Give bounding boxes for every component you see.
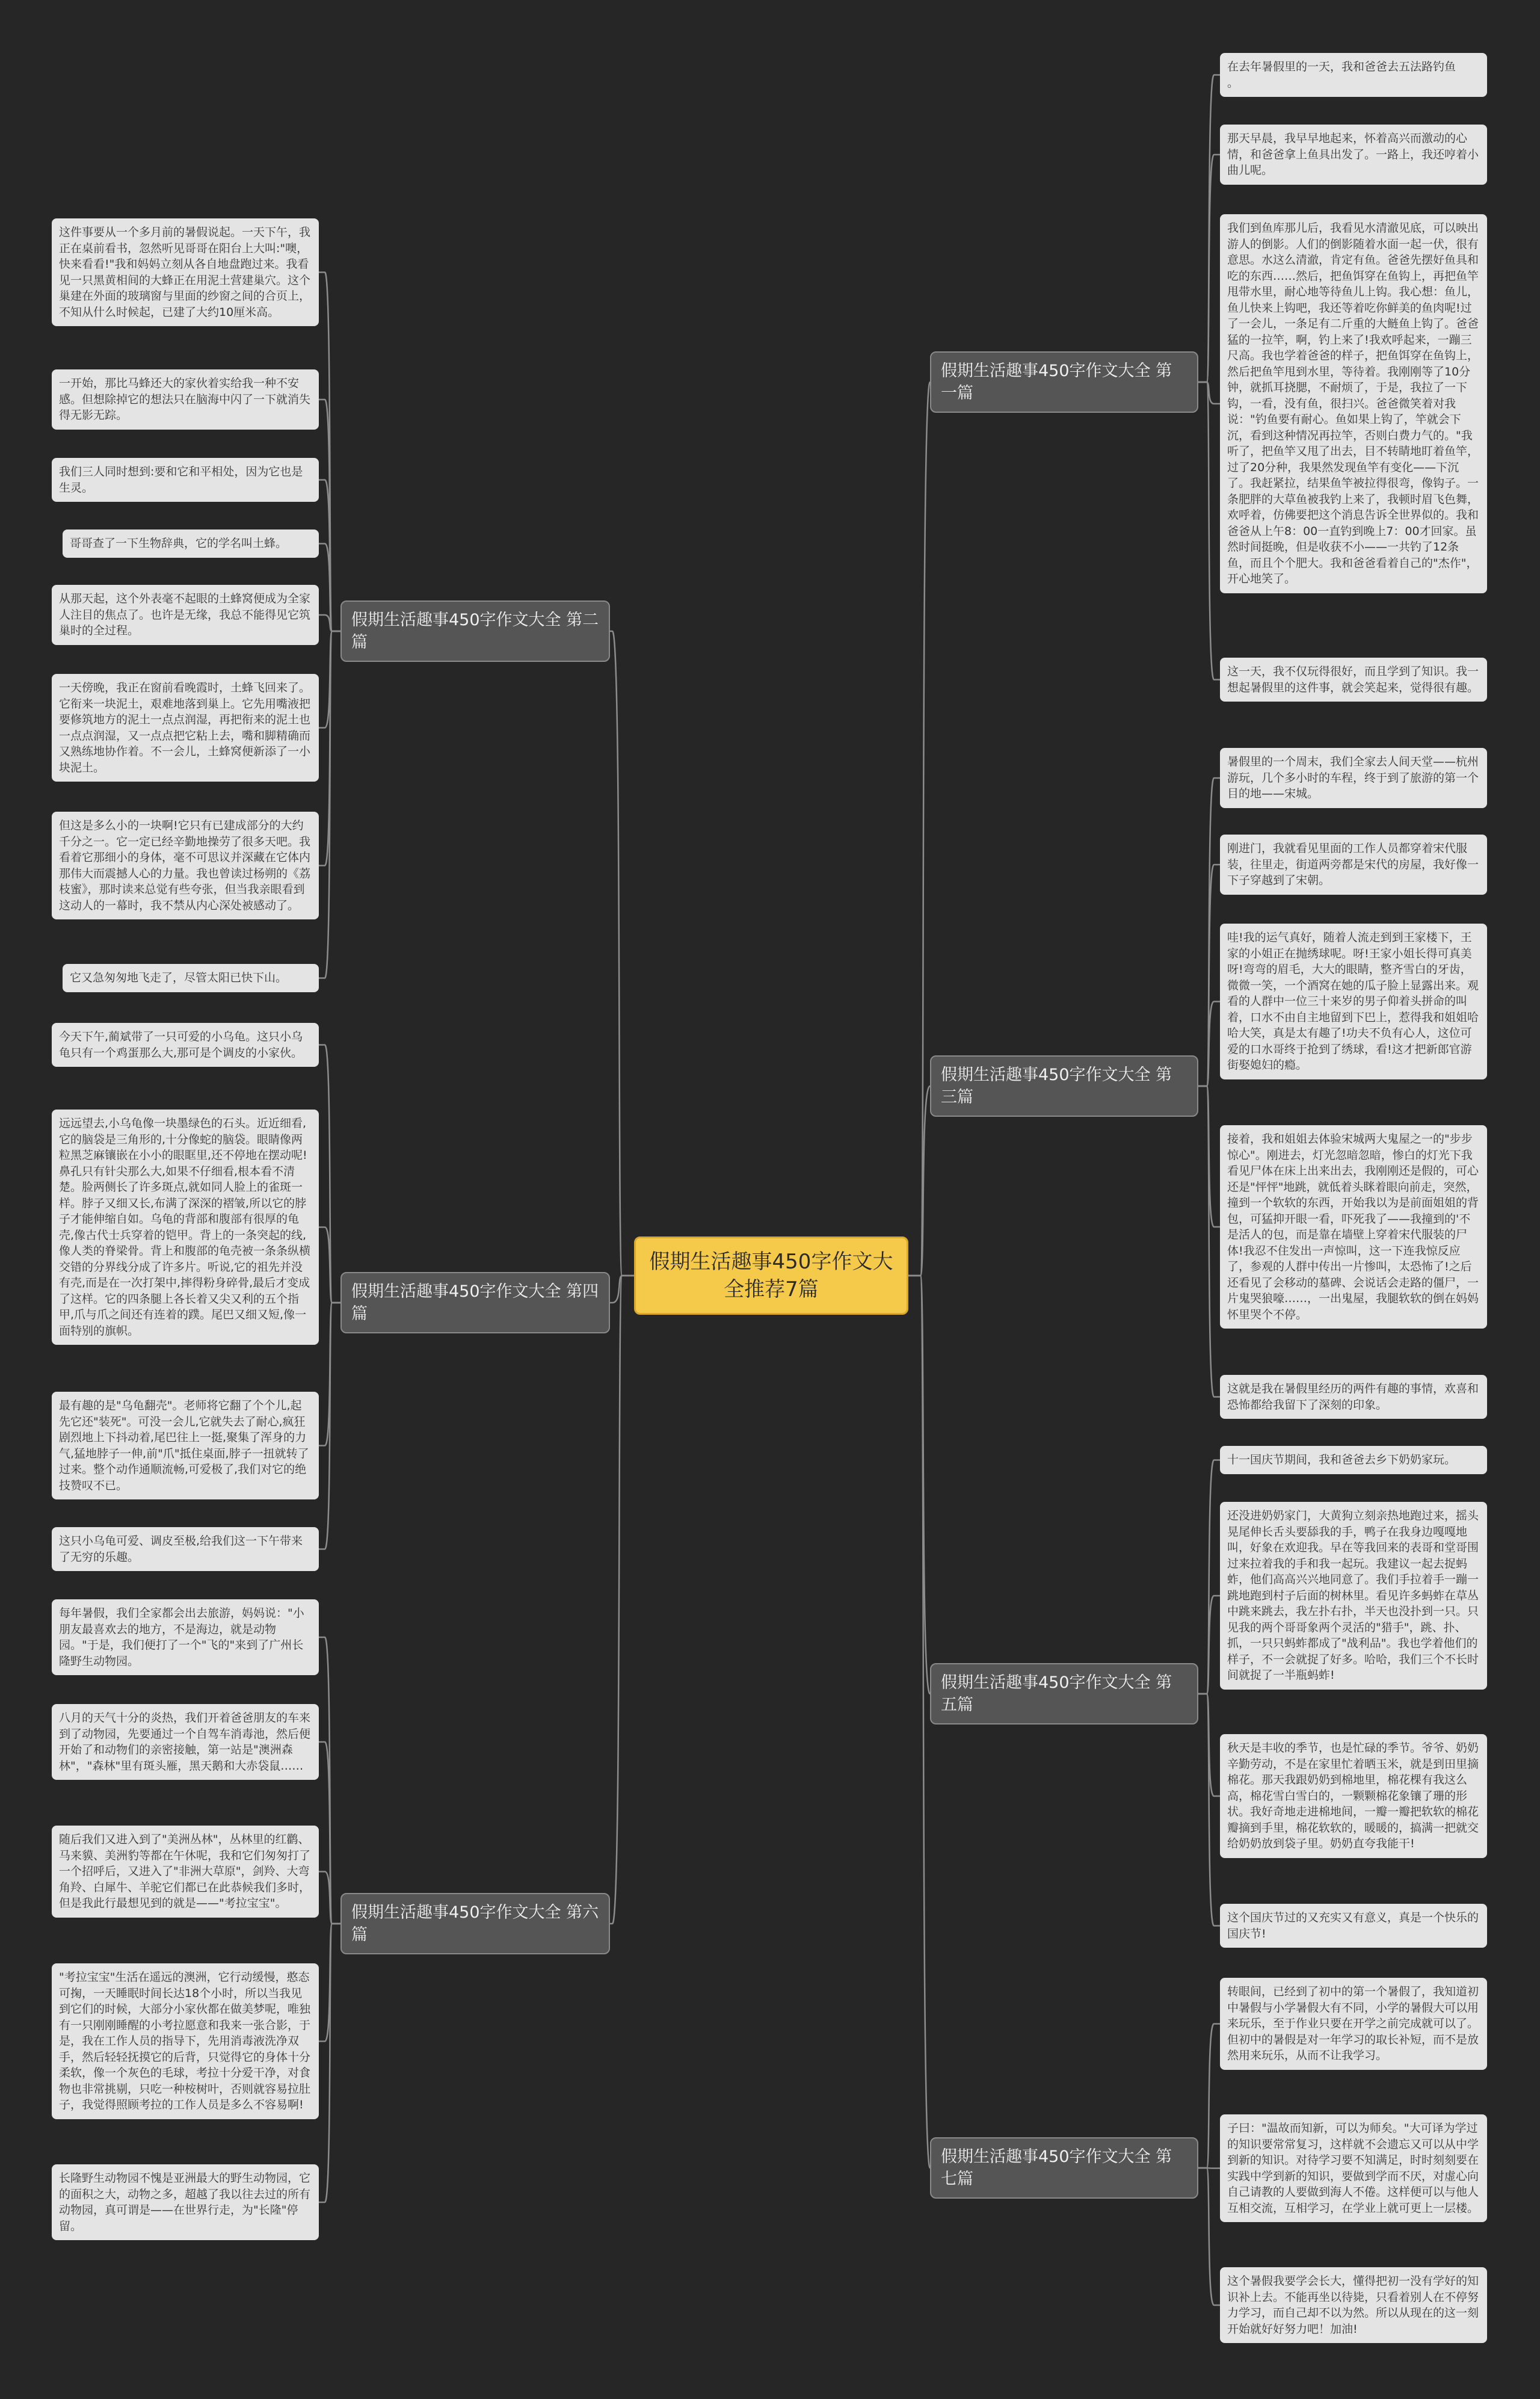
branch-topic-label: 假期生活趣事450字作文大全 第五篇: [941, 1673, 1172, 1714]
connector-line: [610, 1276, 634, 1924]
connector-line: [1198, 382, 1220, 404]
leaf-note: 我们到鱼库那儿后，我看见水清澈见底，可以映出游人的倒影。人们的倒影随着水面一起一伏，很有意思。水这么清澈，肯定有鱼。爸爸先摆好鱼具和吃的东西……然后，把鱼饵穿在鱼钩上，再把鱼竿甩带水里，耐心地等待鱼儿上钩。我心想：鱼儿，鱼儿快来上钩吧，我还等着吃你鲜美的鱼肉呢!过了一会儿，一条足有二斤重的大鲢鱼上钩了。爸爸猛的一拉竿，啊，钓上来了!我欢呼起来，一蹦三尺高。我也学着爸爸的样子，把鱼饵穿在鱼钩上，然后把鱼竿甩到水里，等待着。我刚刚等了10分钟，就抓耳挠腮，不耐烦了，于是，我拉了一下钩，一看，没有鱼，很扫兴。爸爸微笑着对我说："钓鱼要有耐心。鱼如果上钩了，竿就会下沉，看到这种情况再拉竿，否则白费力气的。"我听了，把鱼竿又甩了出去，目不转睛地盯着鱼竿，过了20分种，我果然发现鱼竿有变化——下沉了。我赶紧拉，结果鱼竿被拉得很弯，像钩子。一条肥胖的大草鱼被我钓上来了，我顿时眉飞色舞，欢呼着，仿佛要把这个消息告诉全世界似的。我和爸爸从上午8：00一直钓到晚上7：00才回家。虽然时间挺晚，但是收获不小——一共钓了12条鱼，而且个个肥大。我和爸爸看着自己的"杰作"，开心地笑了。: [1220, 214, 1487, 593]
connector-line: [1198, 2024, 1220, 2169]
connector-line: [908, 1276, 930, 2168]
leaf-note: 转眼间，已经到了初中的第一个暑假了，我知道初中暑假与小学暑假大有不同，小学的暑假大可以用来玩乐，至于作业只要在开学之前完成就可以了。但初中的暑假是对一年学习的取长补短，而不是放然用来玩乐，从而不让我学习。: [1220, 1978, 1487, 2070]
leaf-note: 这个国庆节过的又充实又有意义，真是一个快乐的国庆节!: [1220, 1904, 1487, 1948]
leaf-note: 这就是我在暑假里经历的两件有趣的事情，欢喜和恐怖都给我留下了深刻的印象。: [1220, 1375, 1487, 1419]
root-topic[interactable]: [634, 1237, 908, 1315]
branch-topic-2[interactable]: [340, 601, 610, 662]
leaf-note: "考拉宝宝"生活在遥远的澳洲，它行动缓慢，憨态可掬，一天睡眠时间长达18个小时，所以当我见到它们的时候，大部分小家伙都在做美梦呢，唯独有一只刚刚睡醒的小考拉愿意和我来一张合影，于是，我在工作人员的指导下，先用消毒液洗净双手，然后轻轻抚摸它的后背，只觉得它的身体十分柔软，像一个灰色的毛球，考拉十分爱干净，对食物也非常挑剔，只吃一种桉树叶，否则就容易拉肚子，我觉得照顾考拉的工作人员是多么不容易啊!: [52, 1963, 319, 2119]
connector-line: [610, 1276, 634, 1303]
leaf-note: 哥哥查了一下生物辞典，它的学名叫土蜂。: [63, 530, 319, 558]
leaf-note: 长隆野生动物园不愧是亚洲最大的野生动物园，它的面积之大，动物之多，超越了我以往去过的所有动物园，真可谓是——在世界行走，为"长隆"停留。: [52, 2164, 319, 2240]
branch-topic-4[interactable]: [340, 1272, 610, 1333]
leaf-note: 秋天是丰收的季节，也是忙碌的季节。爷爷、奶奶辛勤劳动，不是在家里忙着晒玉米，就是到田里摘棉花。那天我跟奶奶到棉地里，棉花棵有我这么高，棉花雪白雪白的，一颗颗棉花象镶了珊的形状。我好奇地走进棉地间，一瓣一瓣把软软的棉花瓣摘到手里，棉花软软的，暖暖的，搞满一把就交给奶奶放到袋子里。奶奶直夸我能干!: [1220, 1734, 1487, 1858]
branch-topic-label: 假期生活趣事450字作文大全 第一篇: [941, 362, 1172, 403]
branch-topic-label: 假期生活趣事450字作文大全 第六篇: [351, 1903, 599, 1944]
branch-topic-label: 假期生活趣事450字作文大全 第二篇: [351, 611, 599, 652]
connector-line: [319, 615, 340, 631]
leaf-note: 它又急匆匆地飞走了，尽管太阳已快下山。: [63, 964, 319, 992]
leaf-note: 最有趣的是"乌龟翻壳"。老师将它翻了个个儿,起先它还"装死"。可没一会儿,它就失去了耐心,疯狂剧烈地上下抖动着,尾巴往上一挺,聚集了浑身的力气,猛地脖子一伸,前"爪"抵住桌面,脖子一扭就转了过来。整个动作通顺流畅,可爱极了,我们对它的绝技赞叹不已。: [52, 1392, 319, 1499]
leaf-note: 但这是多么小的一块啊!它只有已建成部分的大约千分之一。它一定已经辛勤地操劳了很多天吧。我看着它那细小的身体，毫不可思议并深藏在它体内那伟大而震撼人心的力量。我也曾读过杨朔的《荔枝蜜》，那时读来总觉有些夸张，但当我亲眼看到这动人的一幕时，我不禁从内心深处被感动了。: [52, 812, 319, 919]
leaf-note: 远远望去,小乌龟像一块墨绿色的石头。近近细看,它的脑袋是三角形的,十分像蛇的脑袋。眼睛像两粒黑芝麻镶嵌在小小的眼眶里,还不停地在摆动呢!鼻孔只有针尖那么大,如果不仔细看,根本看不清楚。脸两侧长了许多斑点,就如同人脸上的雀斑一样。脖子又细又长,布满了深深的褶皱,所以它的脖子才能伸缩自如。乌龟的背部和腹部有很厚的龟壳,像古代士兵穿着的铠甲。背上的一条突起的线,像人类的脊梁骨。背上和腹部的龟壳被一条条纵横交错的分界线分成了许多片。听说,它的祖先并没有壳,而是在一次打架中,摔得粉身碎骨,最后才变成了这样。它的四条腿上各长着又尖又利的五个指甲,爪与爪之间还有连着的蹼。尾巴又细又短,像一面特别的旗帜。: [52, 1110, 319, 1345]
branch-topic-label: 假期生活趣事450字作文大全 第七篇: [941, 2147, 1172, 2188]
root-topic-label: 假期生活趣事450字作文大全推荐7篇: [649, 1250, 893, 1301]
branch-topic-6[interactable]: [340, 1893, 610, 1954]
connector-line: [610, 631, 634, 1276]
leaf-note: 随后我们又进入到了"美洲丛林"，丛林里的红鹳、马来貘、美洲豹等都在午休呢，我和它们匆匆打了一个招呼后，又进入了"非洲大草原"，剑羚、大弯角羚、白犀牛、羊驼它们都已在此恭候我们多时，但是我此行最想见到的就是——"考拉宝宝"。: [52, 1826, 319, 1918]
leaf-note: 暑假里的一个周末，我们全家去人间天堂——杭州游玩，几个多小时的车程，终于到了旅游的第一个目的地——宋城。: [1220, 748, 1487, 808]
leaf-note: 接着，我和姐姐去体验宋城两大鬼屋之一的"步步惊心"。刚进去，灯光忽暗忽暗，惨白的灯光下我看见尸体在床上出来出去，我刚刚还是假的，可心还是"怦怦"地跳，就低着头眯着眼向前走，突然，撞到一个软软的东西，开始我以为是前面姐姐的背包，可猛抑开眼一看，吓死我了——我撞到的'不是活人的包，而是靠在墙壁上穿着宋代服装的尸体!我忍不住发出一声惊叫，这一下连我惊反应了，参观的人群中传出一片惨叫，太恐怖了!之后还看见了会移动的墓碑、会说话会走路的僵尸，一片鬼哭狼嚎……，一出鬼屋，我腿软软的倒在妈妈怀里哭个不停。: [1220, 1125, 1487, 1329]
branch-topic-7[interactable]: [930, 2137, 1198, 2199]
branch-topic-1[interactable]: [930, 351, 1198, 413]
leaf-note: 这个暑假我要学会长大，懂得把初一没有学好的知识补上去。不能再坐以待毙，只看着别人在不停努力学习，而自己却不以为然。所以从现在的这一刻开始就好好努力吧！加油!: [1220, 2267, 1487, 2343]
leaf-note: 哇!我的运气真好，随着人流走到到王家楼下，王家的小姐正在抛绣球呢。呀!王家小姐长得可真美呀!弯弯的眉毛，大大的眼睛，整齐雪白的牙齿，微微一笑，一个酒窝在她的瓜子脸上显露出来。观看的人群中一位三十来岁的男子仰着头拼命的叫着，口水不由自主地留到下巴上，惹得我和姐姐哈哈大笑，真是太有趣了!功夫不负有心人，这位可爱的口水哥终于抢到了绣球，看!这才把新郎官游街娶媳妇的瘾。: [1220, 924, 1487, 1079]
branch-topic-3[interactable]: [930, 1055, 1198, 1117]
leaf-note: 这件事要从一个多月前的暑假说起。一天下午，我正在桌前看书，忽然听见哥哥在阳台上大叫:"噢，快来看看!"我和妈妈立刻从各自地盘跑过来。我看见一只黑黄相间的大蜂正在用泥土营建巢穴。这个巢建在外面的玻璃窗与里面的纱窗之间的合页上，不知从什么时候起，已建了大约10厘米高。: [52, 218, 319, 326]
connector-line: [908, 1086, 930, 1276]
leaf-note: 一开始，那比马蜂还大的家伙着实给我一种不安感。但想除掉它的想法只在脑海中闪了一下就消失得无影无踪。: [52, 369, 319, 430]
leaf-note: 每年暑假，我们全家都会出去旅游，妈妈说："小朋友最喜欢去的地方，不是海边，就是动物园。"于是，我们便打了一个"飞的"来到了广州长隆野生动物园。: [52, 1599, 319, 1675]
leaf-note: 我们三人同时想到:要和它和平相处，因为它也是生灵。: [52, 458, 319, 502]
leaf-note: 刚进门，我就看见里面的工作人员都穿着宋代服装，往里走，街道两旁都是宋代的房屋，我好像一下子穿越到了宋朝。: [1220, 835, 1487, 895]
connector-line: [1198, 2168, 1220, 2305]
connector-line: [908, 1276, 930, 1694]
leaf-note: 那天早晨，我早早地起来，怀着高兴而激动的心情，和爸爸拿上鱼具出发了。一路上，我还哼着小曲儿呢。: [1220, 125, 1487, 185]
leaf-note: 八月的天气十分的炎热，我们开着爸爸朋友的车来到了动物园，先要通过一个自驾车消毒池，然后便开始了和动物们的亲密接触，第一站是"澳洲森林"，"森林"里有斑头雁，黑天鹅和大赤袋鼠……: [52, 1704, 319, 1780]
leaf-note: 还没进奶奶家门，大黄狗立刻亲热地跑过来，摇头晃尾伸长舌头要舔我的手，鸭子在我身边嘎嘎地叫，好象在欢迎我。早在等我回来的表哥和堂哥围过来拉着我的手和我一起玩。我建议一起去捉蚂蚱，他们高高兴兴地同意了。我们手拉着手一蹦一跳地跑到村子后面的树林里。看见许多蚂蚱在草丛中跳来跳去，我左扑右扑，半天也没扑到一只。只见我的两个哥哥象两个灵活的"猎手"，跳、扑、抓，一只只蚂蚱都成了"战利品"。我也学着他们的样子，不一会就捉了好多。哈哈，我们三个不长时间就捉了一半瓶蚂蚱!: [1220, 1502, 1487, 1690]
leaf-note: 子曰："温故而知新，可以为师矣。"大可译为学过的知识要常常复习，这样就不会遗忘又可以从中学到新的知识。对待学习要不知满足，时时刻刻要在实践中学到新的知识，要做到学而不厌，对虚心向自己请教的人要做到海人不倦。这样便可以与他人互相交流，互相学习，在学业上就可更上一层楼。: [1220, 2114, 1487, 2222]
branch-topic-5[interactable]: [930, 1663, 1198, 1724]
leaf-note: 今天下午,蔺斌带了一只可爱的小乌龟。这只小乌龟只有一个鸡蛋那么大,那可是个调皮的小家伙。: [52, 1023, 319, 1067]
branch-topic-label: 假期生活趣事450字作文大全 第三篇: [941, 1066, 1172, 1107]
connector-line: [1198, 382, 1220, 680]
leaf-note: 这一天，我不仅玩得很好，而且学到了知识。我一想起暑假里的这件事，就会笑起来，觉得很有趣。: [1220, 658, 1487, 702]
connector-line: [908, 382, 930, 1276]
leaf-note: 这只小乌龟可爱、调皮至极,给我们这一下午带来了无穷的乐趣。: [52, 1527, 319, 1571]
leaf-note: 从那天起，这个外表毫不起眼的土蜂窝便成为全家人注目的焦点了。也许是无缘，我总不能得见它筑巢时的全过程。: [52, 585, 319, 645]
leaf-note: 十一国庆节期间，我和爸爸去乡下奶奶家玩。: [1220, 1446, 1487, 1474]
leaf-note: 一天傍晚，我正在窗前看晚霞时，土蜂飞回来了。它衔来一块泥土，艰难地落到巢上。它先用嘴液把要修筑地方的泥土一点点润湿，再把衔来的泥土也一点点润湿，又一点点把它粘上去，嘴和脚精确而又熟练地协作着。不一会儿，土蜂窝便新添了一小块泥土。: [52, 674, 319, 782]
branch-topic-label: 假期生活趣事450字作文大全 第四篇: [351, 1282, 599, 1323]
leaf-note: 在去年暑假里的一天，我和爸爸去五法路钓鱼 。: [1220, 53, 1487, 97]
